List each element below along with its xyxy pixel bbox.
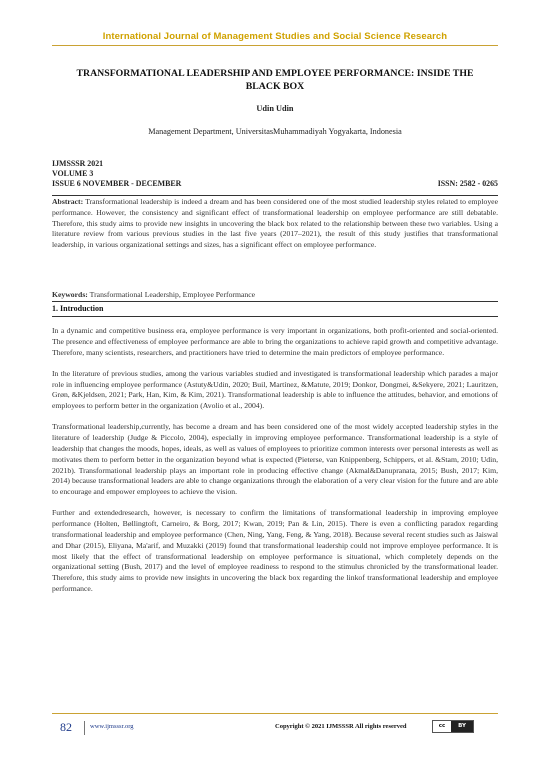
journal-issue: ISSUE 6 NOVEMBER - DECEMBER <box>52 178 182 188</box>
body-paragraph: Transformational leadership,currently, has become a dream and has been considered one of the most widely accepted leadership styles in the literature of leadership (Judge & Piccolo, 2004), especially in improving employee performance. Transformational leadership is a style of leadership that changes the moods, hopes, ideals, as well as values of employees to prioritize common interests over personal interests as well as motivates them to perform better in the organization beyond what is expected (Pieterse, van Knippenberg, Schippers, et al. &Stam, 2010; Udin, 2021b). Transformational leadership plays an important role in producing effective change (Akmal&Danupranata, 2015; Bush, 2017; Kim, 2014) because transformational leaders are able to change organizations through the elaboration of a very clear vision for the future and are able to encourage and empower employees to achieve the vision. <box>52 422 498 497</box>
page-number: 82 <box>60 720 72 734</box>
journal-issn: ISSN: 2582 - 0265 <box>437 178 498 188</box>
paper-author: Udin Udin <box>256 104 294 113</box>
cc-label: cc <box>433 721 451 732</box>
footer-divider <box>52 713 498 714</box>
body-text <box>52 326 498 605</box>
journal-id: IJMSSSR 2021 <box>52 159 104 168</box>
journal-url-link[interactable]: www.ijmsssr.org <box>90 723 134 730</box>
issue-row <box>52 179 498 189</box>
keywords-divider <box>52 301 498 302</box>
keywords-label: Keywords: <box>52 290 88 299</box>
keywords <box>52 290 498 299</box>
section-divider <box>52 316 498 317</box>
journal-running-header: International Journal of Management Studies and Social Science Research <box>102 31 448 42</box>
keywords-text: Transformational Leadership, Employee Performance <box>89 290 256 299</box>
footer-separator <box>84 721 85 735</box>
section-heading: 1. Introduction <box>52 304 104 313</box>
abstract <box>52 197 498 251</box>
copyright-notice: Copyright © 2021 IJMSSSR All rights reserved <box>275 723 407 730</box>
body-paragraph: In the literature of previous studies, among the various variables studied and investigated is transformational leadership which parades a major role in influencing employee performance (Astuty&Udin, 2020; Buil, Martínez, &Matute, 2019; Donkor, Dongmei, &Sekyere, 2021; Lauritzen, Grøn, &Kjeldsen, 2021; Park, Han, Kim, & Kim, 2021). Transformational leadership is able to influence the attitudes, behavior, and emotions of employees to perform better in the organization (Avolio et al., 2004). <box>52 368 498 411</box>
body-paragraph: Further and extendedresearch, however, is necessary to confirm the limitations of transformational leadership in improving employee performance (Holten, Bøllingtoft, Carneiro, & Borg, 2017; Kwan, 2019; Pan & Lin, 2015). There is even a conflicting paradox regarding transformational leadership and employee performance (Chen, Ning, Yang, Feng, & Yang, 2018). Because several recent studies such as Jaiswal and Dhar (2015), Eliyana, Ma'arif, and Muzakki (2019) found that transformational leadership could not improve employee performance. It is most likely that the effect of transformational leadership on employee performance is situational, which completely depends on the organizational setting (Bush, 2017) and the level of employee readiness to respond to the stimulus chronicled by the transformational leader. Therefore, this study aims to provide new insights in uncovering the black box regarding the linkof transformational leadership and employee performance. <box>52 508 498 593</box>
journal-info <box>52 159 498 188</box>
abstract-label: Abstract: <box>52 197 84 206</box>
abstract-top-divider <box>52 195 498 196</box>
journal-volume: VOLUME 3 <box>52 168 94 178</box>
cc-license-icon <box>432 720 474 733</box>
header-divider <box>52 45 498 46</box>
paper-title: TRANSFORMATIONAL LEADERSHIP AND EMPLOYEE PERFORMANCE: INSIDE THE BLACK BOX <box>76 68 474 92</box>
by-label: BY <box>451 721 473 732</box>
author-affiliation: Management Department, UniversitasMuhammadiyah Yogyakarta, Indonesia <box>148 127 402 136</box>
abstract-text: Transformational leadership is indeed a dream and has been considered one of the most studied leadership styles related to employee performance. However, the consistency and significant effect of transformational leadership on employee performance are still debatable. Therefore, this study aims to provide new insights in uncovering the black box related to the relationship between these two variables. Using a literature review from various previous studies in the last five years (2017–2021), the result of this study justifies that transformational leadership, in various organizational settings and sizes, has a significant effect on employee performance. <box>52 197 498 250</box>
body-paragraph: In a dynamic and competitive business era, employee performance is very important in organizations, both profit-oriented and social-oriented. The presence and effectiveness of employee performance are able to bring the organizations to achieve rapid growth and competitive advantage. Therefore, many scientists, researchers, and practitioners have tried to determine the main predictors of employee performance. <box>52 326 498 357</box>
page-footer <box>60 720 500 736</box>
